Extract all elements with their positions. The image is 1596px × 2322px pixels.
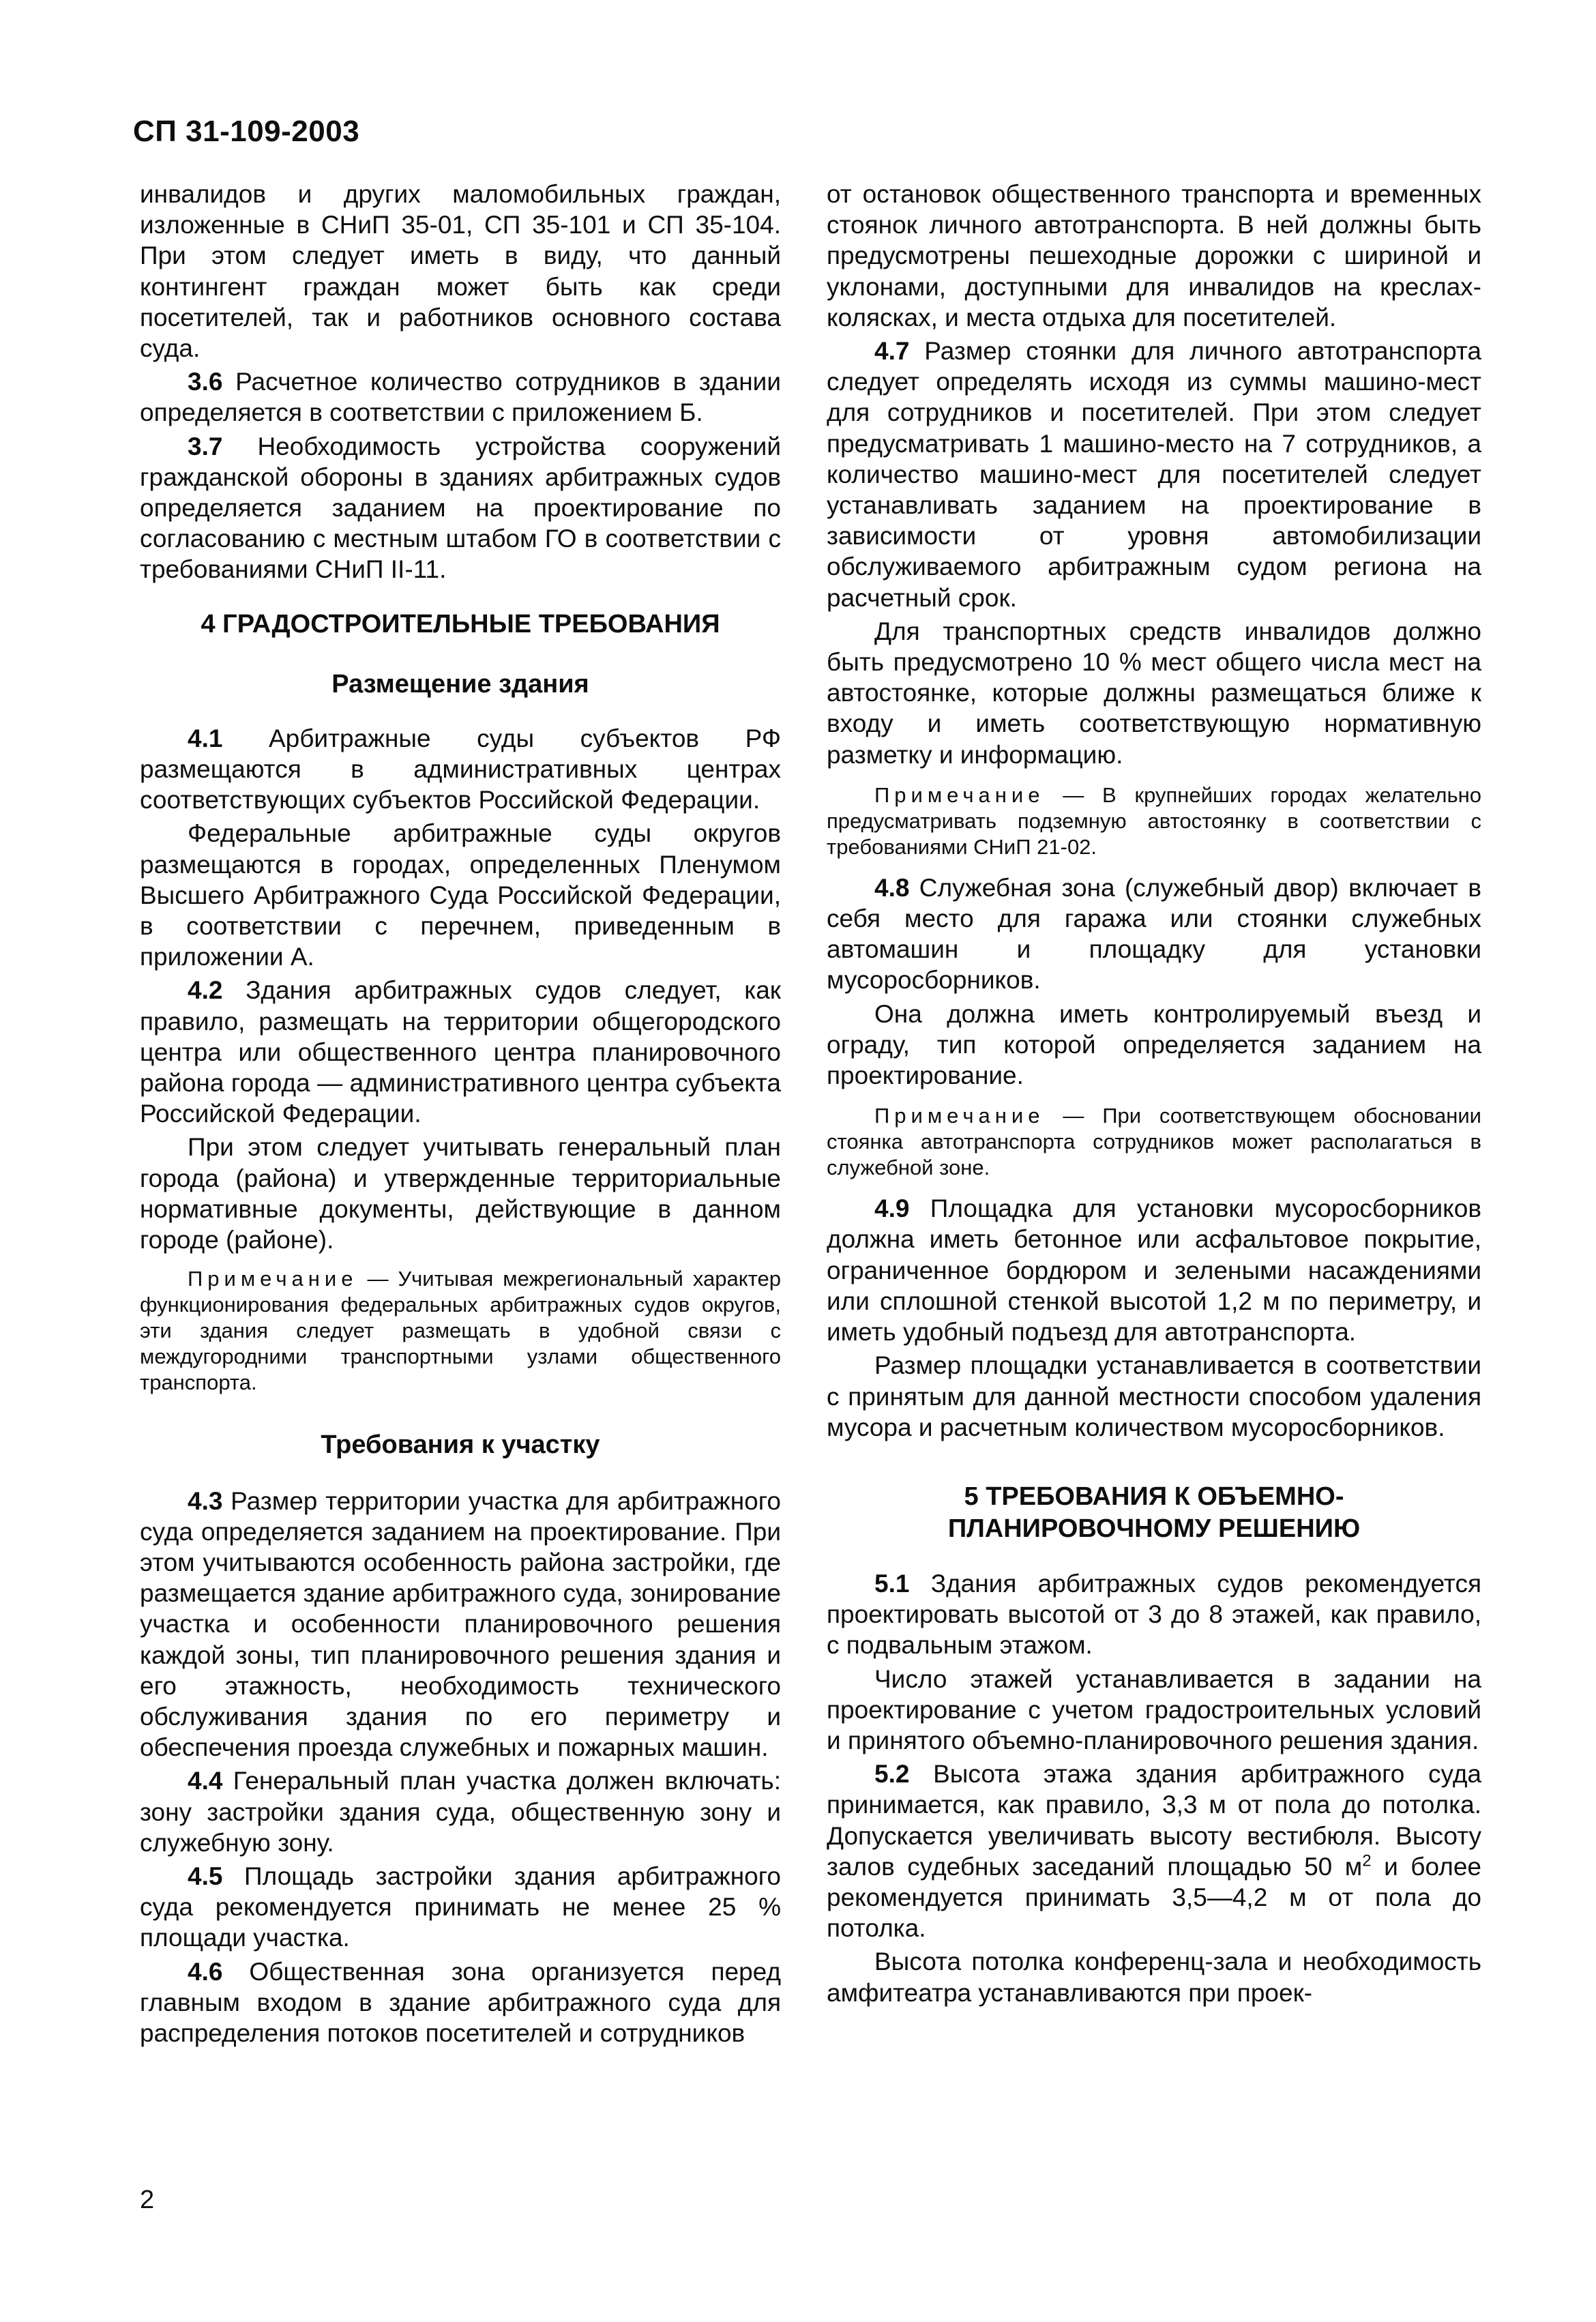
paragraph-3-6: [140, 366, 781, 428]
clause-number: 5.2: [874, 1760, 910, 1789]
paragraph-4-1-b: Федеральные арбитражные суды округов размещаются в городах, определенных Пленумом Высшего Арбитражного Суда Российской Федерации, в соответствии с перечнем, приведенным в приложении А.: [140, 819, 781, 971]
note-text: — В крупнейших городах желательно предусматривать подземную автостоянку в соответствии с требованиями СНиП 21-02.: [827, 782, 1481, 859]
clause-text: Арбитражные суды субъектов РФ размещаются в административных центрах соответствующих субъектов Российской Федерации.: [140, 724, 781, 814]
clause-text: и более рекомендуется принимать 3,5—4,2 м от пола до потолка.: [827, 1852, 1481, 1943]
paragraph-5-2: [827, 1759, 1481, 1943]
clause-text: Расчетное количество сотрудников в здании определяется в соответствии с приложением Б.: [140, 368, 781, 427]
paragraph-4-3: [140, 1486, 781, 1763]
note-text: — Учитывая межрегиональный характер функционирования федеральных арбитражных судов округов, эти здания следует размещать в удобной связи с междугородними транспортными узлами общественного транспорта.: [140, 1267, 781, 1395]
paragraph-continuation: инвалидов и других маломобильных граждан, изложенные в СНиП 35-01, СП 35-101 и СП 35-104. При этом следует иметь в виду, что данный контингент граждан может быть как среди посетителей, так и работников основного состава суда.: [140, 180, 781, 363]
clause-text: Необходимость устройства сооружений гражданской обороны в зданиях арбитражных судов определяется заданием на проектирование по согласованию с местным штабом ГО в соответствии с требованиями СНиП II-11.: [140, 432, 781, 584]
clause-text: Площадь застройки здания арбитражного суда рекомендуется принимать не менее 25 % площади участка.: [140, 1862, 781, 1952]
paragraph-continuation: от остановок общественного транспорта и временных стоянок личного автотранспорта. В ней должны быть предусмотрены пешеходные дорожки с шириной и уклонами, доступными для инвалидов на креслах-колясках, и места отдыха для посетителей.: [827, 180, 1481, 332]
clause-number: 4.6: [188, 1957, 223, 1986]
clause-text: Здания арбитражных судов рекомендуется проектировать высотой от 3 до 8 этажей, как правило, с подвальным этажом.: [827, 1569, 1481, 1660]
note-label: Примечание: [874, 1104, 1045, 1128]
clause-number: 4.3: [188, 1486, 223, 1515]
clause-number: 4.5: [188, 1862, 223, 1890]
page-number: 2: [140, 2186, 155, 2214]
note-label: Примечание: [874, 782, 1045, 807]
clause-number: 4.8: [874, 873, 910, 902]
clause-text: Служебная зона (служебный двор) включает в себя место для гаража или стоянки служебных автомашин и площадку для установки мусоросборников.: [827, 873, 1481, 995]
section-5-heading-line-1: 5 ТРЕБОВАНИЯ К ОБЪЕМНО-: [964, 1482, 1344, 1511]
paragraph-4-2: [140, 975, 781, 1129]
paragraph-4-9-b: Размер площадки устанавливается в соответствии с принятым для данной местности способом удаления мусора и расчетным количеством мусоросборников.: [827, 1351, 1481, 1441]
right-column: [827, 179, 1481, 2011]
clause-text: Площадка для установки мусоросборников должна иметь бетонное или асфальтовое покрытие, ограниченное бордюром и зелеными насаждениями или сплошной стенкой высотой 1,2 м по периметру, и иметь удобный подъезд для автотранспорта.: [827, 1194, 1481, 1347]
paragraph-4-8: [827, 872, 1481, 996]
clause-number: 4.7: [874, 337, 910, 366]
paragraph-4-9: [827, 1193, 1481, 1347]
paragraph-4-5: [140, 1861, 781, 1954]
note-2: [827, 782, 1481, 860]
superscript: 2: [1362, 1851, 1372, 1870]
clause-text: Размер стоянки для личного автотранспорта следует определять исходя из суммы машино-мест для сотрудников и посетителей. При этом следует предусматривать 1 машино-место на 7 сотрудников, а количество машино-мест для посетителей следует устанавливать заданием на проектирование в зависимости от уровня автомобилизации обслуживаемого арбитражным судом региона на расчетный срок.: [827, 337, 1481, 612]
left-column: [140, 179, 781, 2051]
paragraph-4-8-b: Она должна иметь контролируемый въезд и ограду, тип которой определяется заданием на проектирование.: [827, 999, 1481, 1090]
clause-number: 3.7: [188, 432, 223, 460]
paragraph-4-1: [140, 723, 781, 816]
note-text: — При соответствующем обосновании стоянка автотранспорта сотрудников может располагаться в служебной зоне.: [827, 1104, 1481, 1180]
document-code: СП 31-109-2003: [133, 115, 360, 148]
paragraph-4-4: [140, 1765, 781, 1858]
note-3: [827, 1103, 1481, 1181]
paragraph-5-2-c: Высота потолка конференц-зала и необходимость амфитеатра устанавливаются при проек-: [827, 1948, 1481, 2007]
clause-number: 4.9: [874, 1194, 910, 1223]
clause-number: 3.6: [188, 368, 223, 396]
clause-text: Высота этажа здания арбитражного суда принимается, как правило, 3,3 м от пола до потолка. Допускается увеличивать высоту вестибюля. Высоту залов судебных заседаний площадью 50 м: [827, 1760, 1481, 1881]
clause-text: Генеральный план участка должен включать: зону застройки здания суда, общественную зону и служебную зону.: [140, 1767, 781, 1857]
section-4-heading: 4 ГРАДОСТРОИТЕЛЬНЫЕ ТРЕБОВАНИЯ: [201, 609, 720, 638]
paragraph-4-6: [140, 1956, 781, 2049]
paragraph-4-7: [827, 336, 1481, 613]
subheading-placement: Размещение здания: [331, 669, 589, 699]
clause-text: Размер территории участка для арбитражного суда определяется заданием на проектирование. При этом учитываются особенность района застройки, где размещается здание арбитражного суда, зонирование участка и особенности планировочного решения каждой зоны, тип планировочного решения здания и его этажность, необходимость технического обслуживания здания по его периметру и обеспечения проезда служебных и пожарных машин.: [140, 1486, 781, 1762]
clause-number: 4.4: [188, 1767, 223, 1795]
note-label: Примечание: [188, 1267, 358, 1291]
clause-number: 5.1: [874, 1569, 910, 1598]
note-1: [140, 1266, 781, 1396]
paragraph-5-1: [827, 1568, 1481, 1661]
clause-number: 4.1: [188, 724, 223, 752]
section-5-heading-line-2: ПЛАНИРОВОЧНОМУ РЕШЕНИЮ: [947, 1514, 1361, 1543]
clause-text: Здания арбитражных судов следует, как правило, размещать на территории общегородского центра или общественного центра планировочного района города — административного центра субъекта Российской Федерации.: [140, 976, 781, 1128]
clause-text: Общественная зона организуется перед главным входом в здание арбитражного суда для распределения потоков посетителей и сотрудников: [140, 1957, 781, 2047]
paragraph-3-7: [140, 431, 781, 585]
clause-number: 4.2: [188, 976, 223, 1005]
paragraph-5-1-b: Число этажей устанавливается в задании на проектирование с учетом градостроительных условий и принятого объемно-планировочного решения здания.: [827, 1664, 1481, 1754]
subheading-site: Требования к участку: [321, 1430, 600, 1460]
paragraph-4-2-b: При этом следует учитывать генеральный план города (района) и утвержденные территориальные нормативные документы, действующие в данном городе (районе).: [140, 1133, 781, 1254]
paragraph-4-7-b: Для транспортных средств инвалидов должно быть предусмотрено 10 % мест общего числа мест на автостоянке, которые должны размещаться ближе к входу и иметь соответствующую нормативную разметку и информацию.: [827, 617, 1481, 769]
